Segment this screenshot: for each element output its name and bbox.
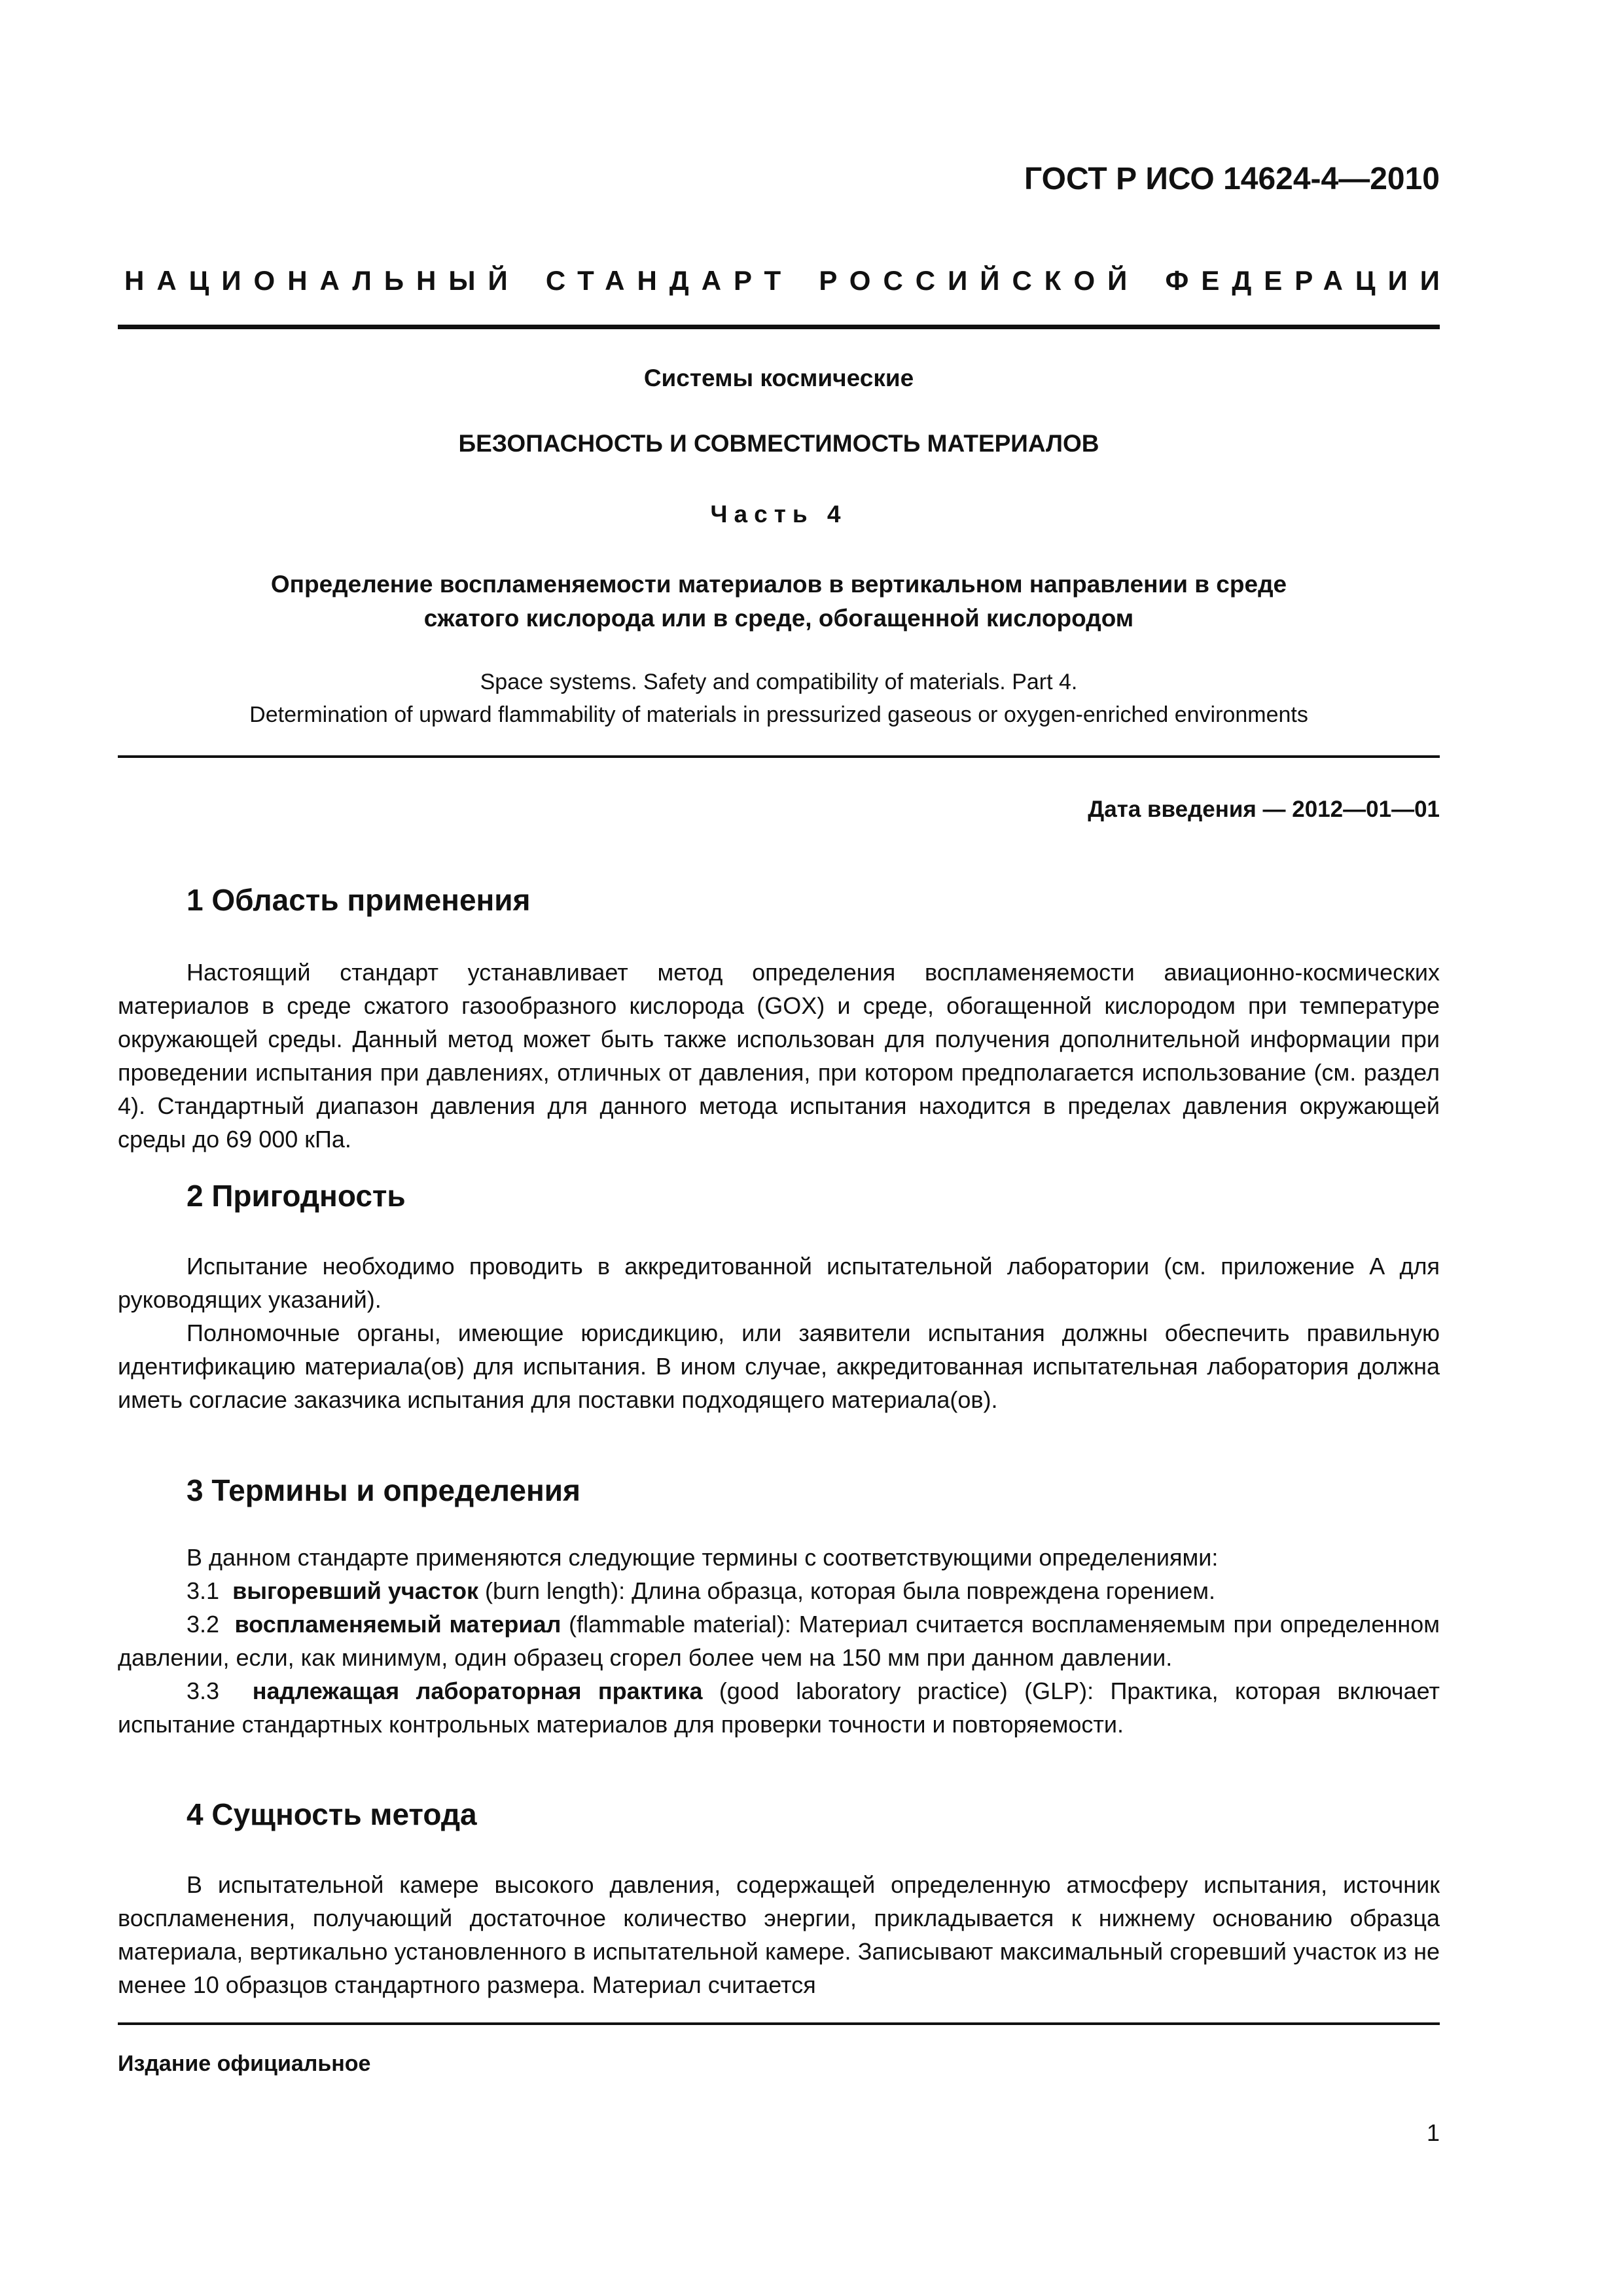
title-main: БЕЗОПАСНОСТЬ И СОВМЕСТИМОСТЬ МАТЕРИАЛОВ	[458, 430, 1099, 457]
term-name: надлежащая лабораторная практика	[252, 1677, 703, 1704]
header-divider	[118, 325, 1440, 329]
title-subtitle	[118, 567, 1440, 636]
term-name: воспламеняемый материал	[234, 1611, 562, 1638]
paragraph: Полномочные органы, имеющие юрисдикцию, или заявители испытания должны обеспечить правильную идентификацию материала(ов) для испытания. В ином случае, аккредитованная испытательная лаборатория должна иметь согласие заказчика испытания для поставки подходящего материала(ов).	[118, 1319, 1440, 1413]
term-text: (burn length): Длина образца, которая была повреждена горением.	[478, 1577, 1215, 1604]
term-name: выгоревший участок	[232, 1577, 478, 1604]
term-number: 3.3	[187, 1677, 220, 1704]
term-definition	[118, 1574, 1440, 1607]
national-standard-word: ФЕДЕРАЦИИ	[1165, 265, 1452, 296]
subtitle-line: Определение воспламеняемости материалов в вертикальном направлении в среде	[270, 571, 1287, 598]
section-body	[118, 1541, 1440, 1741]
english-title-line: Space systems. Safety and compatibility of materials. Part 4.	[480, 670, 1078, 694]
term-definition	[118, 1674, 1440, 1741]
english-title-line: Determination of upward flammability of materials in pressurized gaseous or oxygen-enriched environments	[249, 702, 1308, 727]
paragraph: Настоящий стандарт устанавливает метод определения воспламеняемости авиационно-космических материалов в среде сжатого газообразного кислорода (GOX) и среде, обогащенной кислородом при температуре окружающей среды. Данный метод может быть также использован для получения дополнительной информации при проведении испытания при давлениях, отличных от давления, при котором предполагается использование (см. раздел 4). Стандартный диапазон давления для данного метода испытания находится в пределах давления окружающей среды до 69 000 кПа.	[118, 959, 1440, 1153]
section-heading: 3 Термины и определения	[187, 1473, 580, 1507]
section-heading: 4 Сущность метода	[187, 1797, 477, 1831]
paragraph: В испытательной камере высокого давления, содержащей определенную атмосферу испытания, источник воспламенения, получающий достаточное количество энергии, прикладывается к нижнему основанию образца материала, вертикально установленного в испытательной камере. Записывают максимальный сгоревший участок из не менее 10 образцов стандартного размера. Материал считается	[118, 1871, 1440, 1998]
national-standard-word: СТАНДАРТ	[545, 265, 794, 296]
paragraph: Испытание необходимо проводить в аккредитованной испытательной лаборатории (см. приложение А для руководящих указаний).	[118, 1253, 1440, 1313]
section-body	[118, 1249, 1440, 1416]
term-text: (flammable material): Материал считается воспламеняемым при определенном давлении, если, как минимум, один образец сгорел более чем на 150 мм при данном давлении.	[118, 1611, 1440, 1671]
section-body	[118, 956, 1440, 1156]
term-number: 3.1	[187, 1577, 220, 1604]
national-standard-word: РОССИЙСКОЙ	[819, 265, 1140, 296]
page-number: 1	[1426, 2119, 1440, 2146]
national-standard-word: НАЦИОНАЛЬНЫЙ	[124, 265, 520, 296]
subtitle-line: сжатого кислорода или в среде, обогащенной кислородом	[423, 605, 1134, 632]
title-part: Часть 4	[710, 501, 847, 528]
national-standard-title	[124, 265, 1452, 296]
footer-divider	[118, 2022, 1440, 2025]
section-heading: 2 Пригодность	[187, 1179, 406, 1213]
title-english	[118, 666, 1440, 731]
official-edition-label: Издание официальное	[118, 2051, 371, 2076]
title-divider	[118, 755, 1440, 758]
term-number: 3.2	[187, 1611, 220, 1638]
introduction-date: Дата введения — 2012—01—01	[1088, 797, 1440, 822]
term-definition	[118, 1607, 1440, 1674]
document-code: ГОСТ Р ИСО 14624-4—2010	[1024, 162, 1440, 196]
term-text: (good laboratory practice) (GLP): Практика, которая включает испытание стандартных контрольных материалов для проверки точности и повторяемости.	[118, 1677, 1440, 1738]
section-body	[118, 1868, 1440, 2001]
title-group: Системы космические	[643, 365, 914, 391]
section-heading: 1 Область применения	[187, 883, 531, 917]
paragraph: В данном стандарте применяются следующие термины с соответствующими определениями:	[187, 1544, 1219, 1571]
